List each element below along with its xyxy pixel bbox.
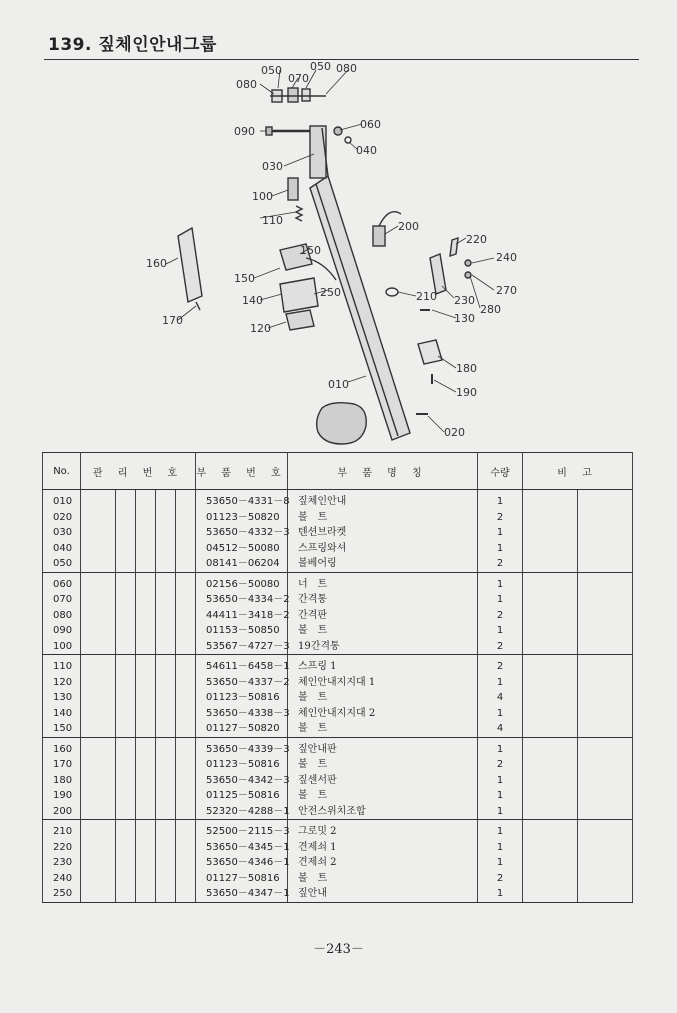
row-part-no: 53650－4332－3 (206, 527, 290, 538)
row-no: 180 (53, 774, 73, 786)
row-part-no: 53650－4331－8 (206, 496, 290, 507)
callout-100: 100 (252, 190, 273, 203)
row-no: 060 (53, 578, 73, 590)
row-qty: 4 (496, 723, 504, 734)
page-number: －243－ (313, 942, 364, 957)
row-no: 080 (53, 609, 73, 621)
callout-280: 280 (480, 303, 501, 316)
row-part-no: 52320－4288－1 (206, 805, 290, 817)
row-part-no: 52500－2115－3 (206, 826, 290, 837)
row-no: 010 (53, 496, 73, 507)
row-qty: 1 (496, 542, 504, 554)
row-no: 200 (53, 805, 73, 817)
row-no: 070 (53, 594, 73, 605)
callout-120: 120 (250, 322, 271, 335)
row-qty: 2 (496, 640, 504, 652)
callout-010: 010 (328, 378, 349, 391)
table-group (43, 655, 633, 738)
row-qty: 1 (496, 888, 504, 899)
row-part-name: 짚안내판 (298, 743, 337, 755)
row-no: 170 (53, 759, 73, 770)
row-qty: 4 (496, 692, 504, 703)
row-part-name: 짚센서판 (298, 774, 337, 786)
callout-220: 220 (466, 233, 487, 246)
row-part-name: 볼 트 (298, 872, 328, 884)
callout-170: 170 (162, 314, 183, 327)
row-qty: 2 (496, 609, 504, 621)
row-part-no: 53650－4334－2 (206, 594, 290, 605)
row-no: 040 (53, 542, 73, 554)
row-part-no: 01123－50820 (206, 511, 280, 523)
row-part-no: 01127－50816 (206, 872, 280, 884)
row-qty: 1 (496, 790, 504, 801)
callout-190: 190 (456, 386, 477, 399)
row-part-name: 견제쇠 2 (298, 857, 337, 868)
row-part-name: 그로밋 2 (298, 826, 337, 837)
callout-270: 270 (496, 284, 517, 297)
callout-200: 200 (398, 220, 419, 233)
row-part-name: 볼 트 (298, 790, 328, 801)
row-qty: 1 (496, 594, 504, 605)
row-no: 020 (53, 511, 73, 523)
row-part-no: 01127－50820 (206, 723, 280, 734)
callout-030: 030 (262, 160, 283, 173)
row-part-name: 간격판 (298, 609, 327, 621)
row-part-no: 53650－4337－2 (206, 676, 290, 688)
row-part-name: 19간격통 (298, 640, 340, 652)
callout-160: 160 (146, 257, 167, 270)
row-no: 190 (53, 790, 73, 801)
callout-050a: 050 (261, 64, 282, 77)
row-part-no: 53650－4338－3 (206, 707, 290, 719)
row-part-no: 01123－50816 (206, 759, 280, 770)
callout-090: 090 (234, 125, 255, 138)
callout-070: 070 (288, 72, 309, 85)
header-remarks: 비 고 (523, 453, 633, 490)
row-no: 140 (53, 707, 73, 719)
row-no: 130 (53, 692, 73, 703)
exploded-parts-diagram (130, 58, 530, 450)
row-part-name: 간격통 (298, 594, 327, 605)
row-qty: 2 (496, 661, 504, 672)
row-qty: 1 (496, 826, 504, 837)
row-part-no: 01123－50816 (206, 692, 280, 703)
row-no: 210 (53, 826, 73, 837)
row-no: 160 (53, 743, 73, 755)
row-part-name: 스프링와셔 (298, 542, 347, 554)
row-part-no: 54611－6458－1 (206, 661, 290, 672)
callout-180: 180 (456, 362, 477, 375)
row-part-name: 견제쇠 1 (298, 841, 337, 853)
callout-250: 250 (320, 286, 341, 299)
callout-040: 040 (356, 144, 377, 157)
callout-150a: 150 (300, 244, 321, 257)
row-no: 220 (53, 841, 73, 853)
row-qty: 1 (496, 857, 504, 868)
row-no: 230 (53, 857, 73, 868)
row-part-name: 볼 트 (298, 723, 328, 734)
row-part-name: 짚안내 (298, 888, 327, 899)
header-part-no: 부 품 번 호 (196, 453, 288, 490)
row-no: 150 (53, 723, 73, 734)
row-part-name: 볼 트 (298, 625, 328, 636)
row-part-no: 53650－4342－3 (206, 774, 290, 786)
table-group (43, 820, 633, 903)
row-qty: 2 (496, 511, 504, 523)
row-qty: 1 (496, 527, 504, 538)
row-qty: 1 (496, 676, 504, 688)
row-qty: 1 (496, 841, 504, 853)
row-qty: 1 (496, 805, 504, 817)
row-qty: 1 (496, 774, 504, 786)
callout-140: 140 (242, 294, 263, 307)
parts-table (42, 452, 633, 903)
callout-060: 060 (360, 118, 381, 131)
callout-240: 240 (496, 251, 517, 264)
row-no: 110 (53, 661, 73, 672)
callout-130: 130 (454, 312, 475, 325)
header-qty: 수량 (478, 453, 523, 490)
row-no: 100 (53, 640, 73, 652)
table-header-row (43, 453, 633, 490)
row-part-no: 53650－4345－1 (206, 841, 290, 853)
row-qty: 2 (496, 759, 504, 770)
table-group (43, 737, 633, 820)
row-part-no: 53567－4727－3 (206, 640, 290, 652)
callout-210: 210 (416, 290, 437, 303)
page-title: 139. 짚체인안내그룹 (48, 35, 217, 55)
row-part-name: 텐션브라켓 (298, 527, 347, 538)
callout-080b: 080 (236, 78, 257, 91)
row-part-name: 볼베어링 (298, 558, 337, 569)
row-part-name: 너 트 (298, 578, 328, 590)
row-no: 050 (53, 558, 73, 569)
row-qty: 1 (496, 496, 504, 507)
row-part-no: 44411－3418－2 (206, 609, 290, 621)
row-part-name: 체인안내지지대 2 (298, 707, 376, 719)
row-qty: 1 (496, 625, 504, 636)
row-part-name: 안전스위치조합 (298, 805, 366, 817)
row-part-no: 01125－50816 (206, 790, 280, 801)
row-part-name: 스프링 1 (298, 661, 337, 672)
callout-020: 020 (444, 426, 465, 439)
callout-080a: 080 (336, 62, 357, 75)
callout-230: 230 (454, 294, 475, 307)
row-no: 250 (53, 888, 73, 899)
row-qty: 1 (496, 578, 504, 590)
row-part-no: 53650－4339－3 (206, 743, 290, 755)
header-part-name: 부 품 명 칭 (288, 453, 478, 490)
header-mgmt-no: 관 리 번 호 (81, 453, 196, 490)
callout-150b: 150 (234, 272, 255, 285)
row-part-no: 04512－50080 (206, 542, 280, 554)
row-part-name: 짚체인안내 (298, 496, 347, 507)
row-part-name: 볼 트 (298, 692, 328, 703)
row-part-no: 01153－50850 (206, 625, 280, 636)
callout-110: 110 (262, 214, 283, 227)
row-part-no: 08141－06204 (206, 558, 280, 569)
row-qty: 1 (496, 707, 504, 719)
row-part-no: 53650－4347－1 (206, 888, 290, 899)
row-part-no: 02156－50080 (206, 578, 280, 590)
row-part-name: 볼 트 (298, 511, 328, 523)
table-group (43, 572, 633, 655)
row-part-name: 볼 트 (298, 759, 328, 770)
row-qty: 2 (496, 872, 504, 884)
row-qty: 2 (496, 558, 504, 569)
row-no: 120 (53, 676, 73, 688)
row-no: 030 (53, 527, 73, 538)
row-no: 240 (53, 872, 73, 884)
row-no: 090 (53, 625, 73, 636)
row-part-name: 체인안내지지대 1 (298, 676, 376, 688)
row-part-no: 53650－4346－1 (206, 857, 290, 868)
table-group (43, 490, 633, 573)
header-no: No. (43, 453, 81, 490)
row-qty: 1 (496, 743, 504, 755)
callout-050b: 050 (310, 60, 331, 73)
